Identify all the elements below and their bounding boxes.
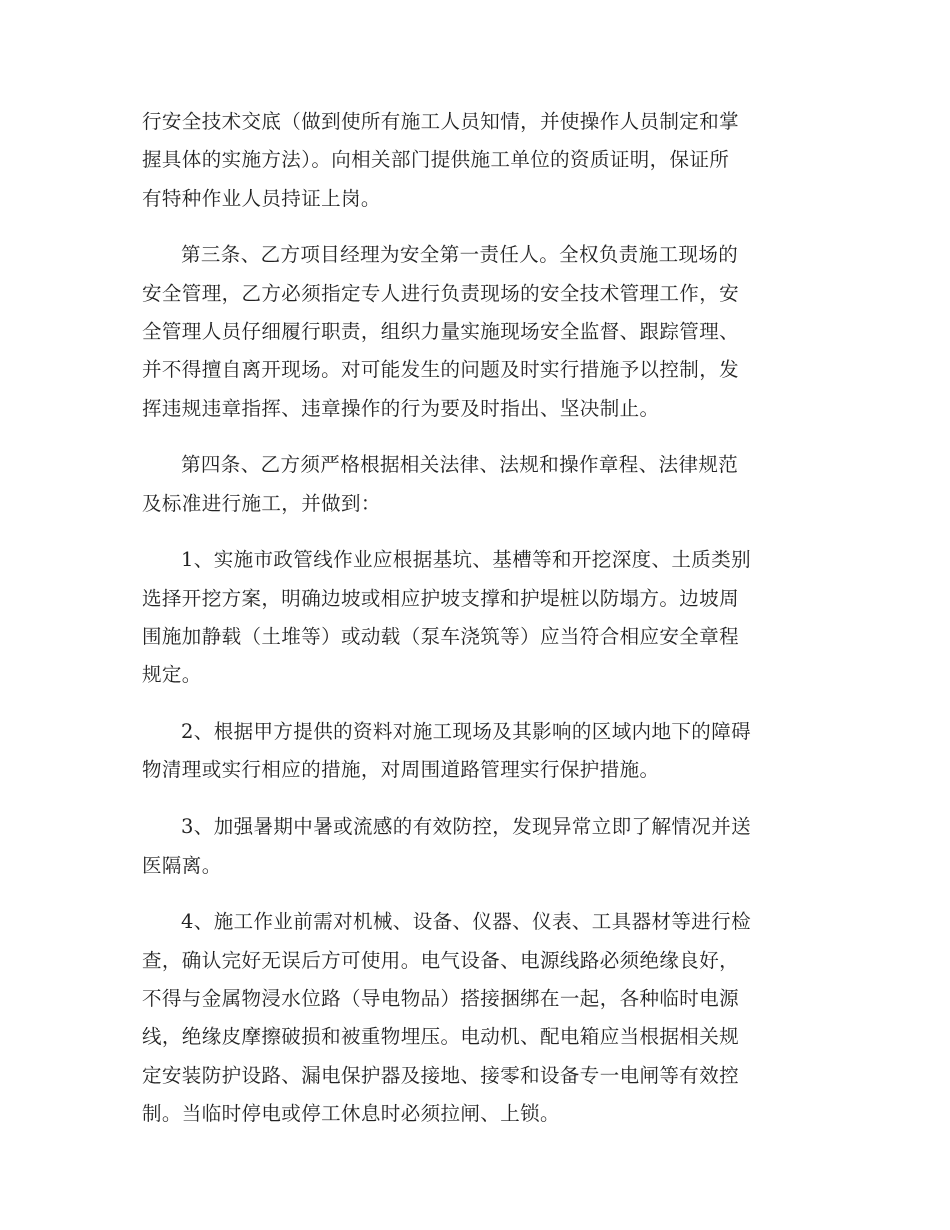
paragraph-5 xyxy=(142,713,808,790)
paragraph-3-line-1: 第四条、乙方须严格根据相关法律、法规和操作章程、法律规范 xyxy=(181,453,739,477)
paragraph-1 xyxy=(142,103,808,218)
paragraph-7-line-4: 线，绝缘皮摩擦破损和被重物埋压。电动机、配电箱应当根据相关规 xyxy=(142,1025,740,1049)
paragraph-5-line-1: 2、根据甲方提供的资料对施工现场及其影响的区域内地下的障碍 xyxy=(181,720,752,744)
paragraph-4-line-2: 选择开挖方案，明确边坡或相应护坡支撑和护堤桩以防塌方。边坡周 xyxy=(142,586,740,610)
paragraph-2-line-5: 挥违规违章指挥、违章操作的行为要及时指出、坚决制止。 xyxy=(142,396,660,420)
paragraph-6-line-1: 3、加强暑期中暑或流感的有效防控，发现异常立即了解情况并送 xyxy=(181,815,752,839)
paragraph-7-line-2: 查，确认完好无误后方可使用。电气设备、电源线路必须绝缘良好， xyxy=(142,948,740,972)
paragraph-2-line-3: 全管理人员仔细履行职责，组织力量实施现场安全监督、跟踪管理、 xyxy=(142,319,740,343)
paragraph-7 xyxy=(142,903,808,1133)
paragraph-1-line-2: 握具体的实施方法）。向相关部门提供施工单位的资质证明，保证所 xyxy=(142,148,730,172)
paragraph-2-line-2: 安全管理，乙方必须指定专人进行负责现场的安全技术管理工作，安 xyxy=(142,281,740,305)
paragraph-5-line-2: 物清理或实行相应的措施，对周围道路管理实行保护措施。 xyxy=(142,758,660,782)
paragraph-6 xyxy=(142,808,808,885)
paragraph-4-line-1: 1、实施市政管线作业应根据基坑、基槽等和开挖深度、土质类别 xyxy=(181,548,752,572)
paragraph-4-line-3: 围施加静载（土堆等）或动载（泵车浇筑等）应当符合相应安全章程 xyxy=(142,625,740,649)
document-body xyxy=(142,103,808,1152)
paragraph-3 xyxy=(142,446,808,523)
paragraph-2 xyxy=(142,236,808,427)
paragraph-7-line-5: 定安装防护设路、漏电保护器及接地、接零和设备专一电闸等有效控 xyxy=(142,1063,740,1087)
paragraph-1-line-1: 行安全技术交底（做到使所有施工人员知情，并使操作人员制定和掌 xyxy=(142,110,740,133)
paragraph-7-line-3: 不得与金属物浸水位路（导电物品）搭接捆绑在一起，各种临时电源 xyxy=(142,986,740,1010)
paragraph-1-line-3: 有特种作业人员持证上岗。 xyxy=(142,186,381,210)
paragraph-7-line-1: 4、施工作业前需对机械、设备、仪器、仪表、工具器材等进行检 xyxy=(181,910,752,934)
paragraph-6-line-2: 医隔离。 xyxy=(142,853,222,877)
paragraph-4-line-4: 规定。 xyxy=(142,663,202,687)
paragraph-2-line-4: 并不得擅自离开现场。对可能发生的问题及时实行措施予以控制，发 xyxy=(142,358,740,382)
paragraph-4 xyxy=(142,541,808,694)
paragraph-7-line-6: 制。当临时停电或停工休息时必须拉闸、上锁。 xyxy=(142,1101,560,1125)
paragraph-3-line-2: 及标准进行施工，并做到： xyxy=(142,491,381,515)
paragraph-2-line-1: 第三条、乙方项目经理为安全第一责任人。全权负责施工现场的 xyxy=(181,243,739,267)
